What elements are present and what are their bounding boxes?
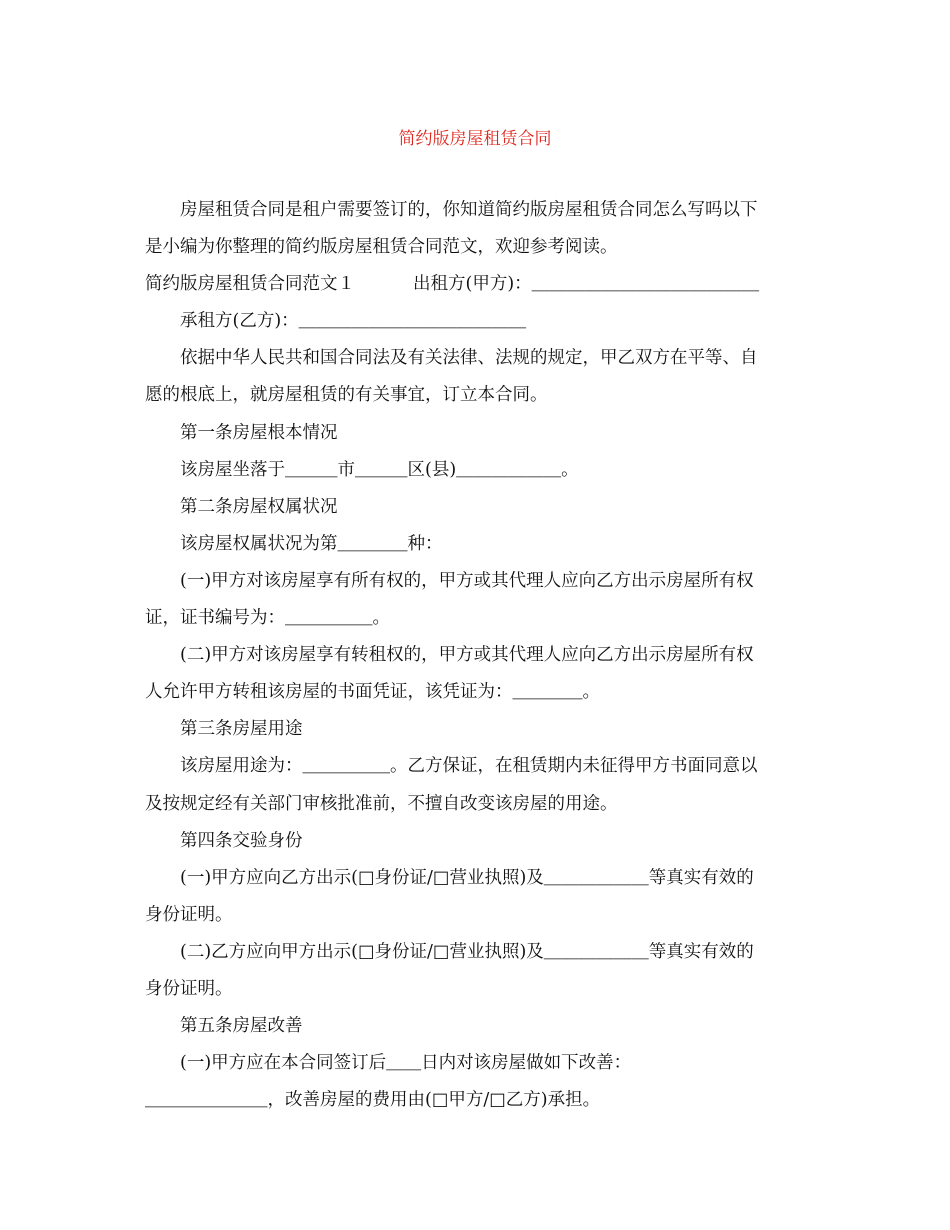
line-text: (二)乙方应向甲方出示(□身份证/□营业执照)及＿＿＿＿＿＿等真实有效的 [180,941,754,962]
paragraph-line [145,340,810,377]
paragraph-line [145,674,810,711]
line-text: 简约版房屋租赁合同范文１ [145,274,355,295]
line-text: 证，证书编号为：＿＿＿＿＿。 [145,608,390,629]
line-text: 依据中华人民共和国合同法及有关法律、法规的规定，甲乙双方在平等、自 [180,348,758,369]
line-text: 承租方(乙方)：＿＿＿＿＿＿＿＿＿＿＿＿＿ [180,311,527,332]
paragraph-line [145,1082,810,1119]
paragraph-line [145,860,810,897]
paragraph-line [145,192,810,229]
line-text: 第四条交验身份 [180,830,303,851]
line-text: 第五条房屋改善 [180,1016,303,1037]
document-title: 简约版房屋租赁合同 [398,129,552,149]
paragraph-line [145,1045,810,1082]
paragraph-line [145,971,810,1008]
line-text-secondary: 出租方(甲方)：＿＿＿＿＿＿＿＿＿＿＿＿＿ [413,274,760,295]
paragraph-line [145,711,810,748]
line-text: 及按规定经有关部门审核批准前，不擅自改变该房屋的用途。 [145,793,618,814]
paragraph-line [145,266,810,303]
paragraph-line [145,303,810,340]
line-text: 第一条房屋根本情况 [180,422,338,443]
line-text: 是小编为你整理的简约版房屋租赁合同范文，欢迎参考阅读。 [145,237,618,258]
paragraph-line [145,823,810,860]
paragraph-line [145,229,810,266]
paragraph-line [145,748,810,785]
line-text: 人允许甲方转租该房屋的书面凭证，该凭证为：＿＿＿＿。 [145,682,600,703]
line-text: 房屋租赁合同是租户需要签订的，你知道简约版房屋租赁合同怎么写吗以下 [180,200,758,220]
paragraph-line [145,489,810,526]
paragraph-line [145,786,810,823]
line-text: 愿的根底上，就房屋租赁的有关事宜，订立本合同。 [145,385,548,406]
line-text: 第二条房屋权属状况 [180,496,338,517]
paragraph-line [145,934,810,971]
paragraph-line [145,415,810,452]
line-text: 第三条房屋用途 [180,719,303,740]
line-text: 身份证明。 [145,978,233,999]
paragraph-line [145,377,810,414]
line-text: (一)甲方应在本合同签订后＿＿日内对该房屋做如下改善： [180,1053,632,1074]
line-text: 该房屋坐落于＿＿＿市＿＿＿区(县)＿＿＿＿＿＿。 [180,459,579,480]
line-text: 该房屋权属状况为第＿＿＿＿种： [180,533,443,554]
paragraph-line [145,897,810,934]
paragraph-line [145,563,810,600]
paragraph-line [145,452,810,489]
line-text: ＿＿＿＿＿＿＿，改善房屋的费用由(□甲方/□乙方)承担。 [145,1090,601,1111]
line-text: 身份证明。 [145,904,233,925]
line-text: (一)甲方应向乙方出示(□身份证/□营业执照)及＿＿＿＿＿＿等真实有效的 [180,867,754,888]
line-text: (一)甲方对该房屋享有所有权的，甲方或其代理人应向乙方出示房屋所有权 [180,570,754,591]
line-text: (二)甲方对该房屋享有转租权的，甲方或其代理人应向乙方出示房屋所有权 [180,645,754,666]
paragraph-line [145,1008,810,1045]
paragraph-line [145,600,810,637]
paragraph-line [145,526,810,563]
document-body [145,192,810,1119]
paragraph-line [145,637,810,674]
line-text: 该房屋用途为：＿＿＿＿＿。乙方保证，在租赁期内未征得甲方书面同意以 [180,756,758,777]
